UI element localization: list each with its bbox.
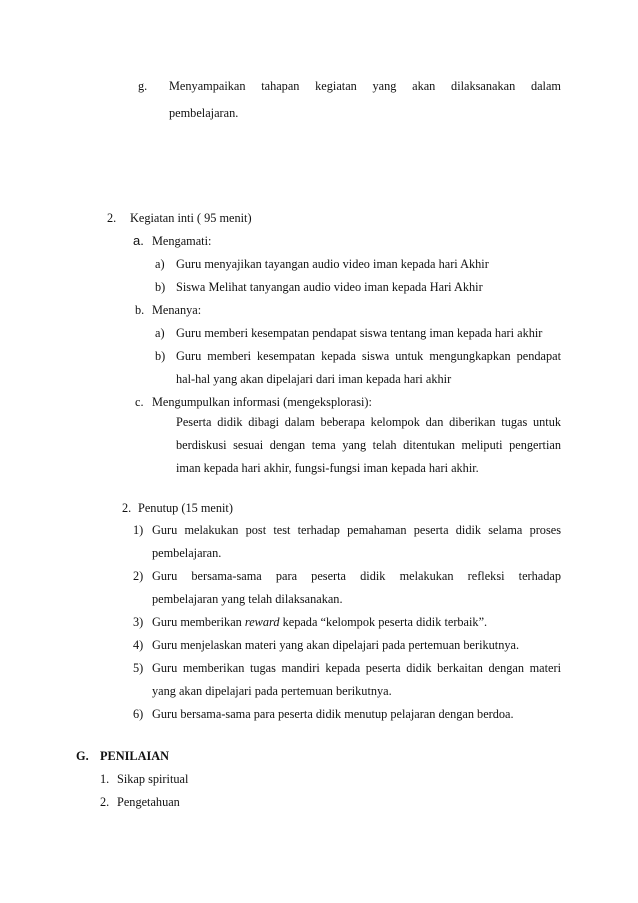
- section-a-label: a.: [133, 233, 144, 248]
- list-item-label: b): [155, 280, 166, 294]
- penutup-item-text: Guru menjelaskan materi yang akan dipelajari pada pertemuan berikutnya.: [152, 638, 520, 652]
- item-g-label: g.: [138, 79, 148, 93]
- penutup-item-label: 6): [133, 707, 144, 721]
- penilaian-heading: PENILAIAN: [100, 749, 170, 763]
- reward-emphasis: reward: [244, 615, 280, 629]
- section-c-paragraph-line: Peserta didik dibagi dalam beberapa kelompok dan diberikan tugas untuk: [176, 415, 561, 429]
- penutup-item-text: Guru bersama-sama para peserta didik menutup pelajaran dengan berdoa.: [152, 707, 514, 721]
- penutup-item-continuation: pembelajaran.: [152, 546, 222, 560]
- section-b-title: Menanya:: [152, 303, 202, 317]
- section-c-paragraph-line: berdiskusi sesuai dengan tema yang telah ditentukan meliputi pengertian: [176, 438, 561, 452]
- penutup-item-label: 2): [133, 569, 144, 583]
- section-c-paragraph-line: iman kepada hari akhir, fungsi-fungsi iman kepada hari akhir.: [176, 461, 479, 475]
- item-g-line2: pembelajaran.: [169, 106, 239, 120]
- inti-title: Kegiatan inti ( 95 menit): [130, 211, 252, 225]
- item-g-line1: Menyampaikan tahapan kegiatan yang akan dilaksanakan dalam: [169, 79, 561, 93]
- penutup-item-continuation: pembelajaran yang telah dilaksanakan.: [152, 592, 343, 606]
- list-item-text: Guru menyajikan tayangan audio video iman kepada hari Akhir: [176, 257, 489, 271]
- penutup-item-label: 1): [133, 523, 144, 537]
- penutup-item-label: 4): [133, 638, 144, 652]
- list-item-label: a): [155, 257, 165, 271]
- penutup-title: Penutup (15 menit): [138, 501, 233, 515]
- penilaian-item-text: Pengetahuan: [117, 795, 180, 809]
- penutup-number: 2.: [122, 501, 132, 515]
- list-item-text: Siswa Melihat tanyangan audio video iman kepada Hari Akhir: [176, 280, 483, 294]
- penilaian-item-text: Sikap spiritual: [117, 772, 189, 786]
- list-item-label: a): [155, 326, 165, 340]
- section-c-title: Mengumpulkan informasi (mengeksplorasi):: [152, 395, 372, 409]
- section-a-title: Mengamati:: [152, 234, 212, 248]
- penutup-item-text: Guru memberikan tugas mandiri kepada peserta didik berkaitan dengan materi: [152, 661, 561, 675]
- section-c-label: c.: [135, 395, 144, 409]
- list-item-label: b): [155, 349, 166, 363]
- penutup-item-text: Guru melakukan post test terhadap pemahaman peserta didik selama proses: [152, 523, 561, 537]
- penutup-item-label: 3): [133, 615, 144, 629]
- penutup-item-continuation: yang akan dipelajari pada pertemuan berikutnya.: [152, 684, 392, 698]
- penutup-item-label: 5): [133, 661, 144, 675]
- inti-number: 2.: [107, 211, 117, 225]
- penilaian-item-label: 1.: [100, 772, 110, 786]
- section-b-label: b.: [135, 303, 145, 317]
- list-item-text: Guru memberi kesempatan kepada siswa untuk mengungkapkan pendapat: [176, 349, 561, 363]
- penutup-item-text: Guru memberikan reward kepada “kelompok peserta didik terbaik”.: [152, 615, 488, 629]
- penutup-item-text: Guru bersama-sama para peserta didik melakukan refleksi terhadap: [152, 569, 561, 583]
- list-item-continuation: hal-hal yang akan dipelajari dari iman kepada hari akhir: [176, 372, 452, 386]
- list-item-text: Guru memberi kesempatan pendapat siswa tentang iman kepada hari akhir: [176, 326, 543, 340]
- penilaian-item-label: 2.: [100, 795, 110, 809]
- penilaian-label: G.: [76, 749, 89, 763]
